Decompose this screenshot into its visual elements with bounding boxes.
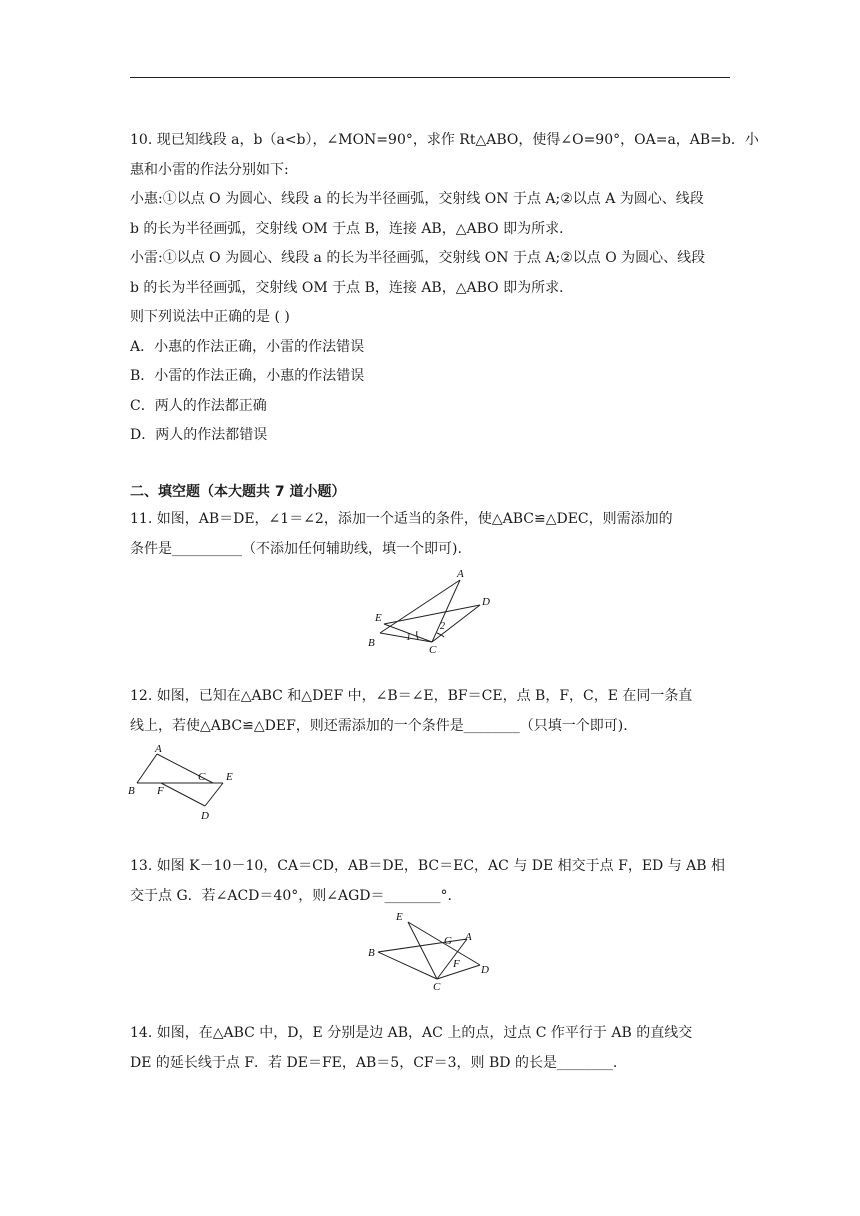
q11-line-1: 11. 如图，AB＝DE，∠1＝∠2，添加一个适当的条件，使△ABC≌△DEC，则需添加的 (130, 511, 673, 527)
q11-label-2: 2 (440, 621, 445, 632)
q13-label-g: G (444, 935, 452, 947)
q11-angle-1-arc (417, 631, 418, 639)
q10-line-3: 小惠:①以点 O 为圆心、线段 a 的长为半径画弧，交射线 ON 于点 A;②以点 A 为圆心、线段 (130, 191, 704, 207)
q10-line-1: 10. 现已知线段 a，b（a<b），∠MON=90°，求作 Rt△ABO，使得∠O=90°，OA=a，AB=b．小 (130, 132, 759, 148)
q10-option-a: A．小惠的作法正确，小雷的作法错误 (130, 338, 365, 355)
q12-label-b: B (128, 785, 135, 797)
q14-line-1: 14. 如图，在△ABC 中，D，E 分别是边 AB，AC 上的点，过点 C 作平行于 AB 的直线交 (130, 1025, 693, 1041)
q13-label-f: F (453, 958, 460, 970)
q11-label-a: A (457, 568, 464, 580)
header-rule (130, 77, 730, 78)
q12-label-d: D (201, 810, 209, 822)
section-2-title: 二、填空题（本大题共 7 道小题） (130, 484, 346, 500)
q12-label-a: A (155, 743, 162, 755)
q11-label-e: E (375, 612, 382, 624)
q13-label-e: E (396, 911, 403, 923)
q13-line-2: 交于点 G．若∠ACD＝40°，则∠AGD＝________°. (130, 887, 452, 904)
question-14 (130, 1019, 730, 1078)
q12-segment-fd (161, 783, 205, 806)
q10-option-c: C．两人的作法都正确 (130, 397, 267, 414)
q12-label-f: F (157, 785, 164, 797)
q10-line-6: b 的长为半径画弧，交射线 OM 于点 B，连接 AB，△ABO 即为所求． (130, 279, 574, 296)
q12-line-2: 线上，若使△ABC≌△DEF，则还需添加的一个条件是________（只填一个即可). (130, 717, 628, 734)
question-12 (130, 682, 730, 741)
question-13 (130, 852, 730, 911)
q11-segment-ed (384, 605, 480, 624)
q13-label-b: B (368, 947, 375, 959)
q11-line-2: 条件是__________（不添加任何辅助线，填一个即可). (130, 540, 462, 557)
q10-line-7: 则下列说法中正确的是 ( ) (130, 309, 290, 325)
q11-label-c: C (429, 644, 437, 655)
q13-line-1: 13. 如图 K－10－10，CA＝CD，AB＝DE，BC＝EC，AC 与 DE 相交于点 F，ED 与 AB 相 (130, 858, 726, 874)
q13-label-c: C (433, 981, 441, 992)
q10-option-b: B．小雷的作法正确，小惠的作法错误 (130, 368, 365, 384)
q12-segment-ba (137, 754, 157, 783)
q14-line-2: DE 的延长线于点 F．若 DE＝FE，AB＝5，CF＝3，则 BD 的长是________. (130, 1054, 618, 1071)
q13-label-a: A (465, 931, 472, 943)
q12-line-1: 12. 如图，已知在△ABC 和△DEF 中，∠B＝∠E，BF＝CE，点 B，F，C，E 在同一条直 (130, 688, 693, 704)
q12-figure (125, 740, 250, 822)
q11-label-1: 1 (406, 632, 411, 643)
q13-label-d: D (481, 964, 489, 976)
q10-line-2: 惠和小雷的作法分别如下: (130, 161, 289, 178)
question-11 (130, 505, 730, 564)
q12-segment-de (205, 783, 223, 806)
q10-option-d: D．两人的作法都错误 (130, 427, 268, 443)
question-10 (130, 126, 759, 451)
q10-line-4: b 的长为半径画弧，交射线 OM 于点 B，连接 AB，△ABO 即为所求． (130, 220, 574, 237)
q12-label-c: C (198, 771, 206, 783)
q12-label-e: E (226, 771, 233, 783)
q13-segment-bc (378, 952, 437, 979)
q13-segment-ac (437, 939, 467, 979)
q13-figure (362, 906, 497, 992)
q11-label-b: B (368, 637, 375, 649)
q10-line-5: 小雷:①以点 O 为圆心、线段 a 的长为半径画弧，交射线 ON 于点 A;②以点 O 为圆心、线段 (130, 250, 706, 266)
q11-figure (360, 565, 505, 655)
q11-label-d: D (482, 596, 490, 608)
